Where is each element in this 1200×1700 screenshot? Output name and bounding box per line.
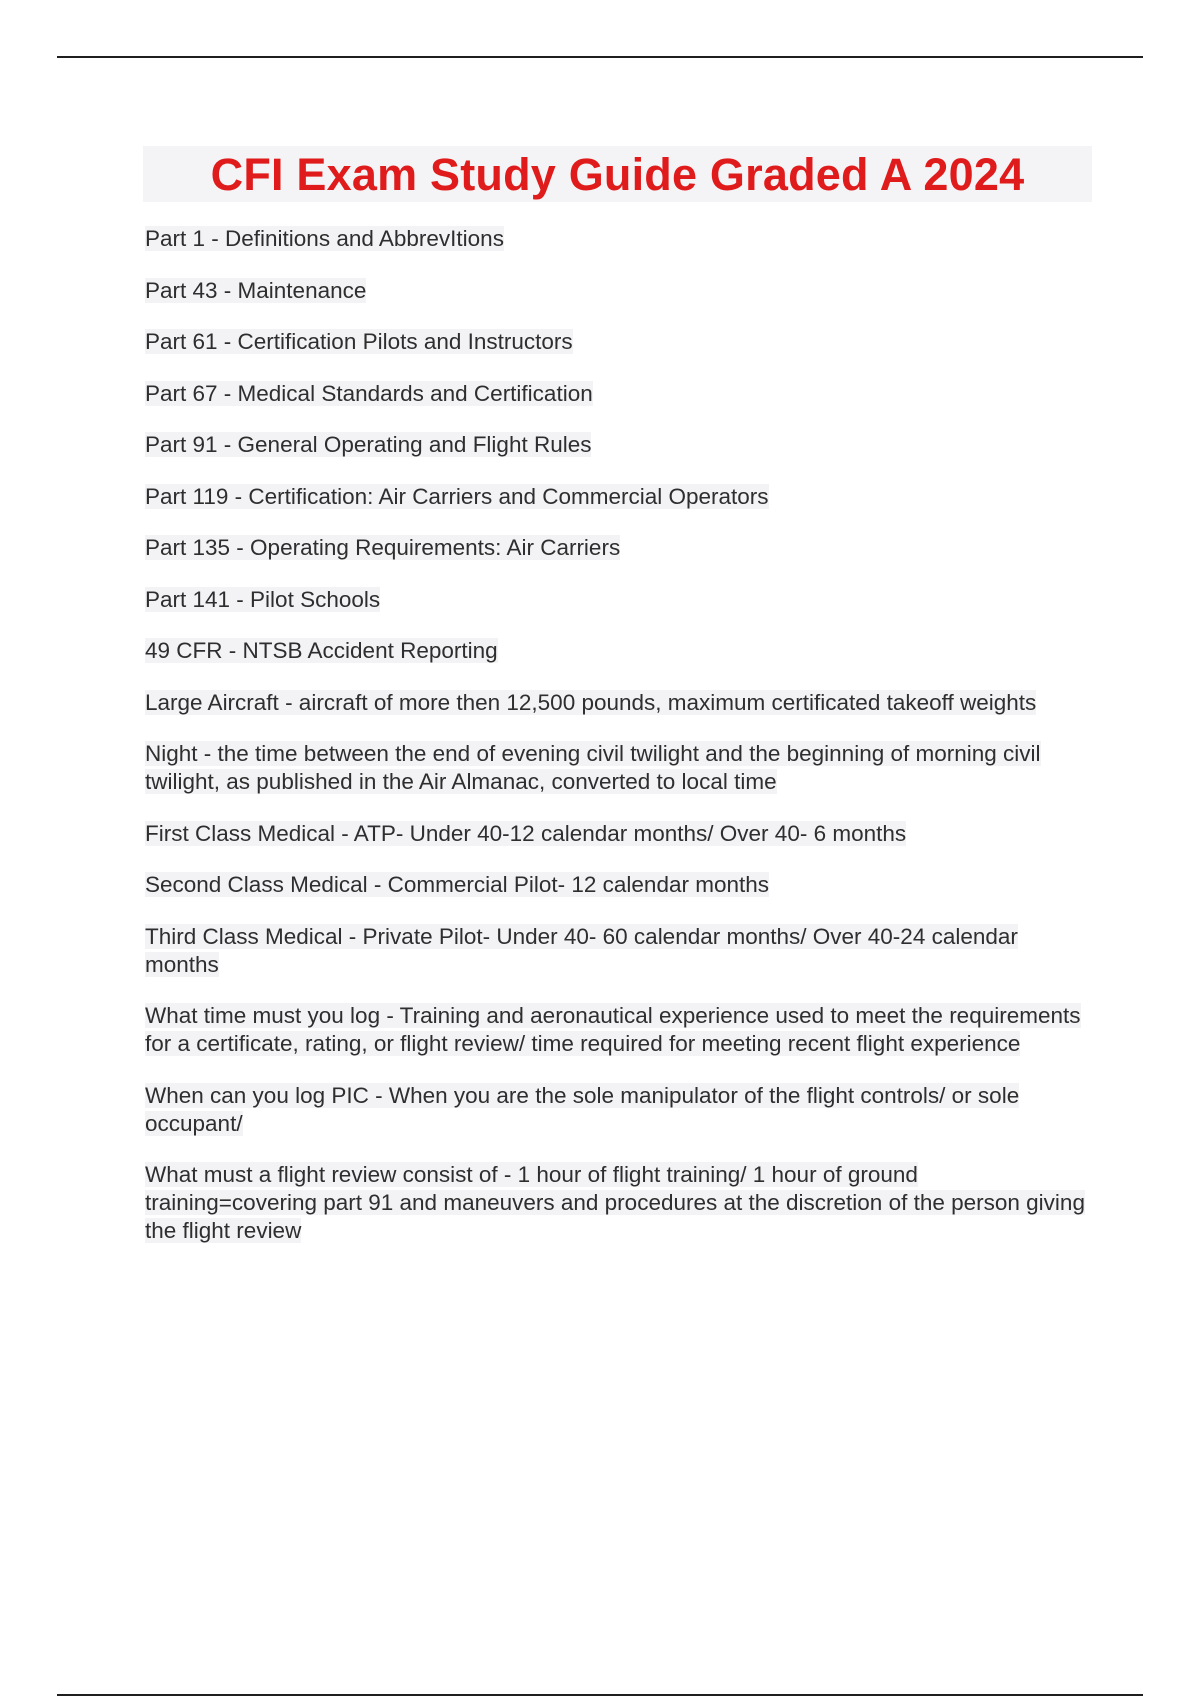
entry-part-67: [145, 380, 1095, 408]
entry-text: Large Aircraft - aircraft of more then 12,500 pounds, maximum certificated takeoff weights: [145, 689, 1037, 715]
entry-text: First Class Medical - ATP- Under 40-12 calendar months/ Over 40- 6 months: [145, 820, 907, 846]
entry-text: Part 43 - Maintenance: [145, 277, 367, 303]
entry-night: [145, 740, 1095, 796]
entry-what-time-log: [145, 1002, 1095, 1058]
entry-large-aircraft: [145, 689, 1095, 717]
entry-log-pic: [145, 1082, 1095, 1138]
entry-text: Third Class Medical - Private Pilot- Under 40- 60 calendar months/ Over 40-24 calendar months: [145, 923, 1018, 977]
entry-text: What must a flight review consist of - 1 hour of flight training/ 1 hour of ground training=covering part 91 and maneuvers and procedures at the discretion of the person giving the flight review: [145, 1162, 1085, 1243]
entry-second-class-medical: [145, 871, 1095, 899]
entry-flight-review: [145, 1161, 1095, 1245]
document-title: CFI Exam Study Guide Graded A 2024: [210, 148, 1025, 200]
top-divider: [57, 56, 1143, 58]
entry-text: When can you log PIC - When you are the sole manipulator of the flight controls/ or sole occupant/: [145, 1082, 1020, 1136]
entry-text: Second Class Medical - Commercial Pilot- 12 calendar months: [145, 872, 770, 897]
entry-text: Part 119 - Certification: Air Carriers and Commercial Operators: [145, 483, 769, 509]
entry-text: Part 61 - Certification Pilots and Instructors: [145, 329, 573, 354]
entry-part-119: [145, 483, 1095, 511]
entry-49-cfr: [145, 637, 1095, 665]
entry-third-class-medical: [145, 923, 1095, 979]
title-banner: [143, 146, 1092, 202]
study-guide-entries: [145, 225, 1095, 1269]
entry-part-91: [145, 431, 1095, 459]
entry-text: 49 CFR - NTSB Accident Reporting: [145, 638, 498, 663]
entry-text: Night - the time between the end of evening civil twilight and the beginning of morning civil twilight, as published in the Air Almanac, converted to local time: [145, 741, 1041, 794]
entry-text: Part 91 - General Operating and Flight Rules: [145, 432, 592, 457]
entry-first-class-medical: [145, 820, 1095, 848]
entry-text: Part 141 - Pilot Schools: [145, 586, 381, 612]
entry-part-135: [145, 534, 1095, 562]
bottom-divider: [57, 1694, 1143, 1696]
entry-text: What time must you log - Training and aeronautical experience used to meet the requirements for a certificate, rating, or flight review/ time required for meeting recent flight experience: [145, 1003, 1081, 1056]
entry-text: Part 135 - Operating Requirements: Air Carriers: [145, 535, 621, 560]
entry-part-1: [145, 225, 1095, 253]
entry-part-61: [145, 328, 1095, 356]
entry-text: Part 67 - Medical Standards and Certification: [145, 380, 593, 406]
entry-part-43: [145, 277, 1095, 305]
entry-part-141: [145, 586, 1095, 614]
entry-text: Part 1 - Definitions and AbbrevItions: [145, 226, 504, 251]
